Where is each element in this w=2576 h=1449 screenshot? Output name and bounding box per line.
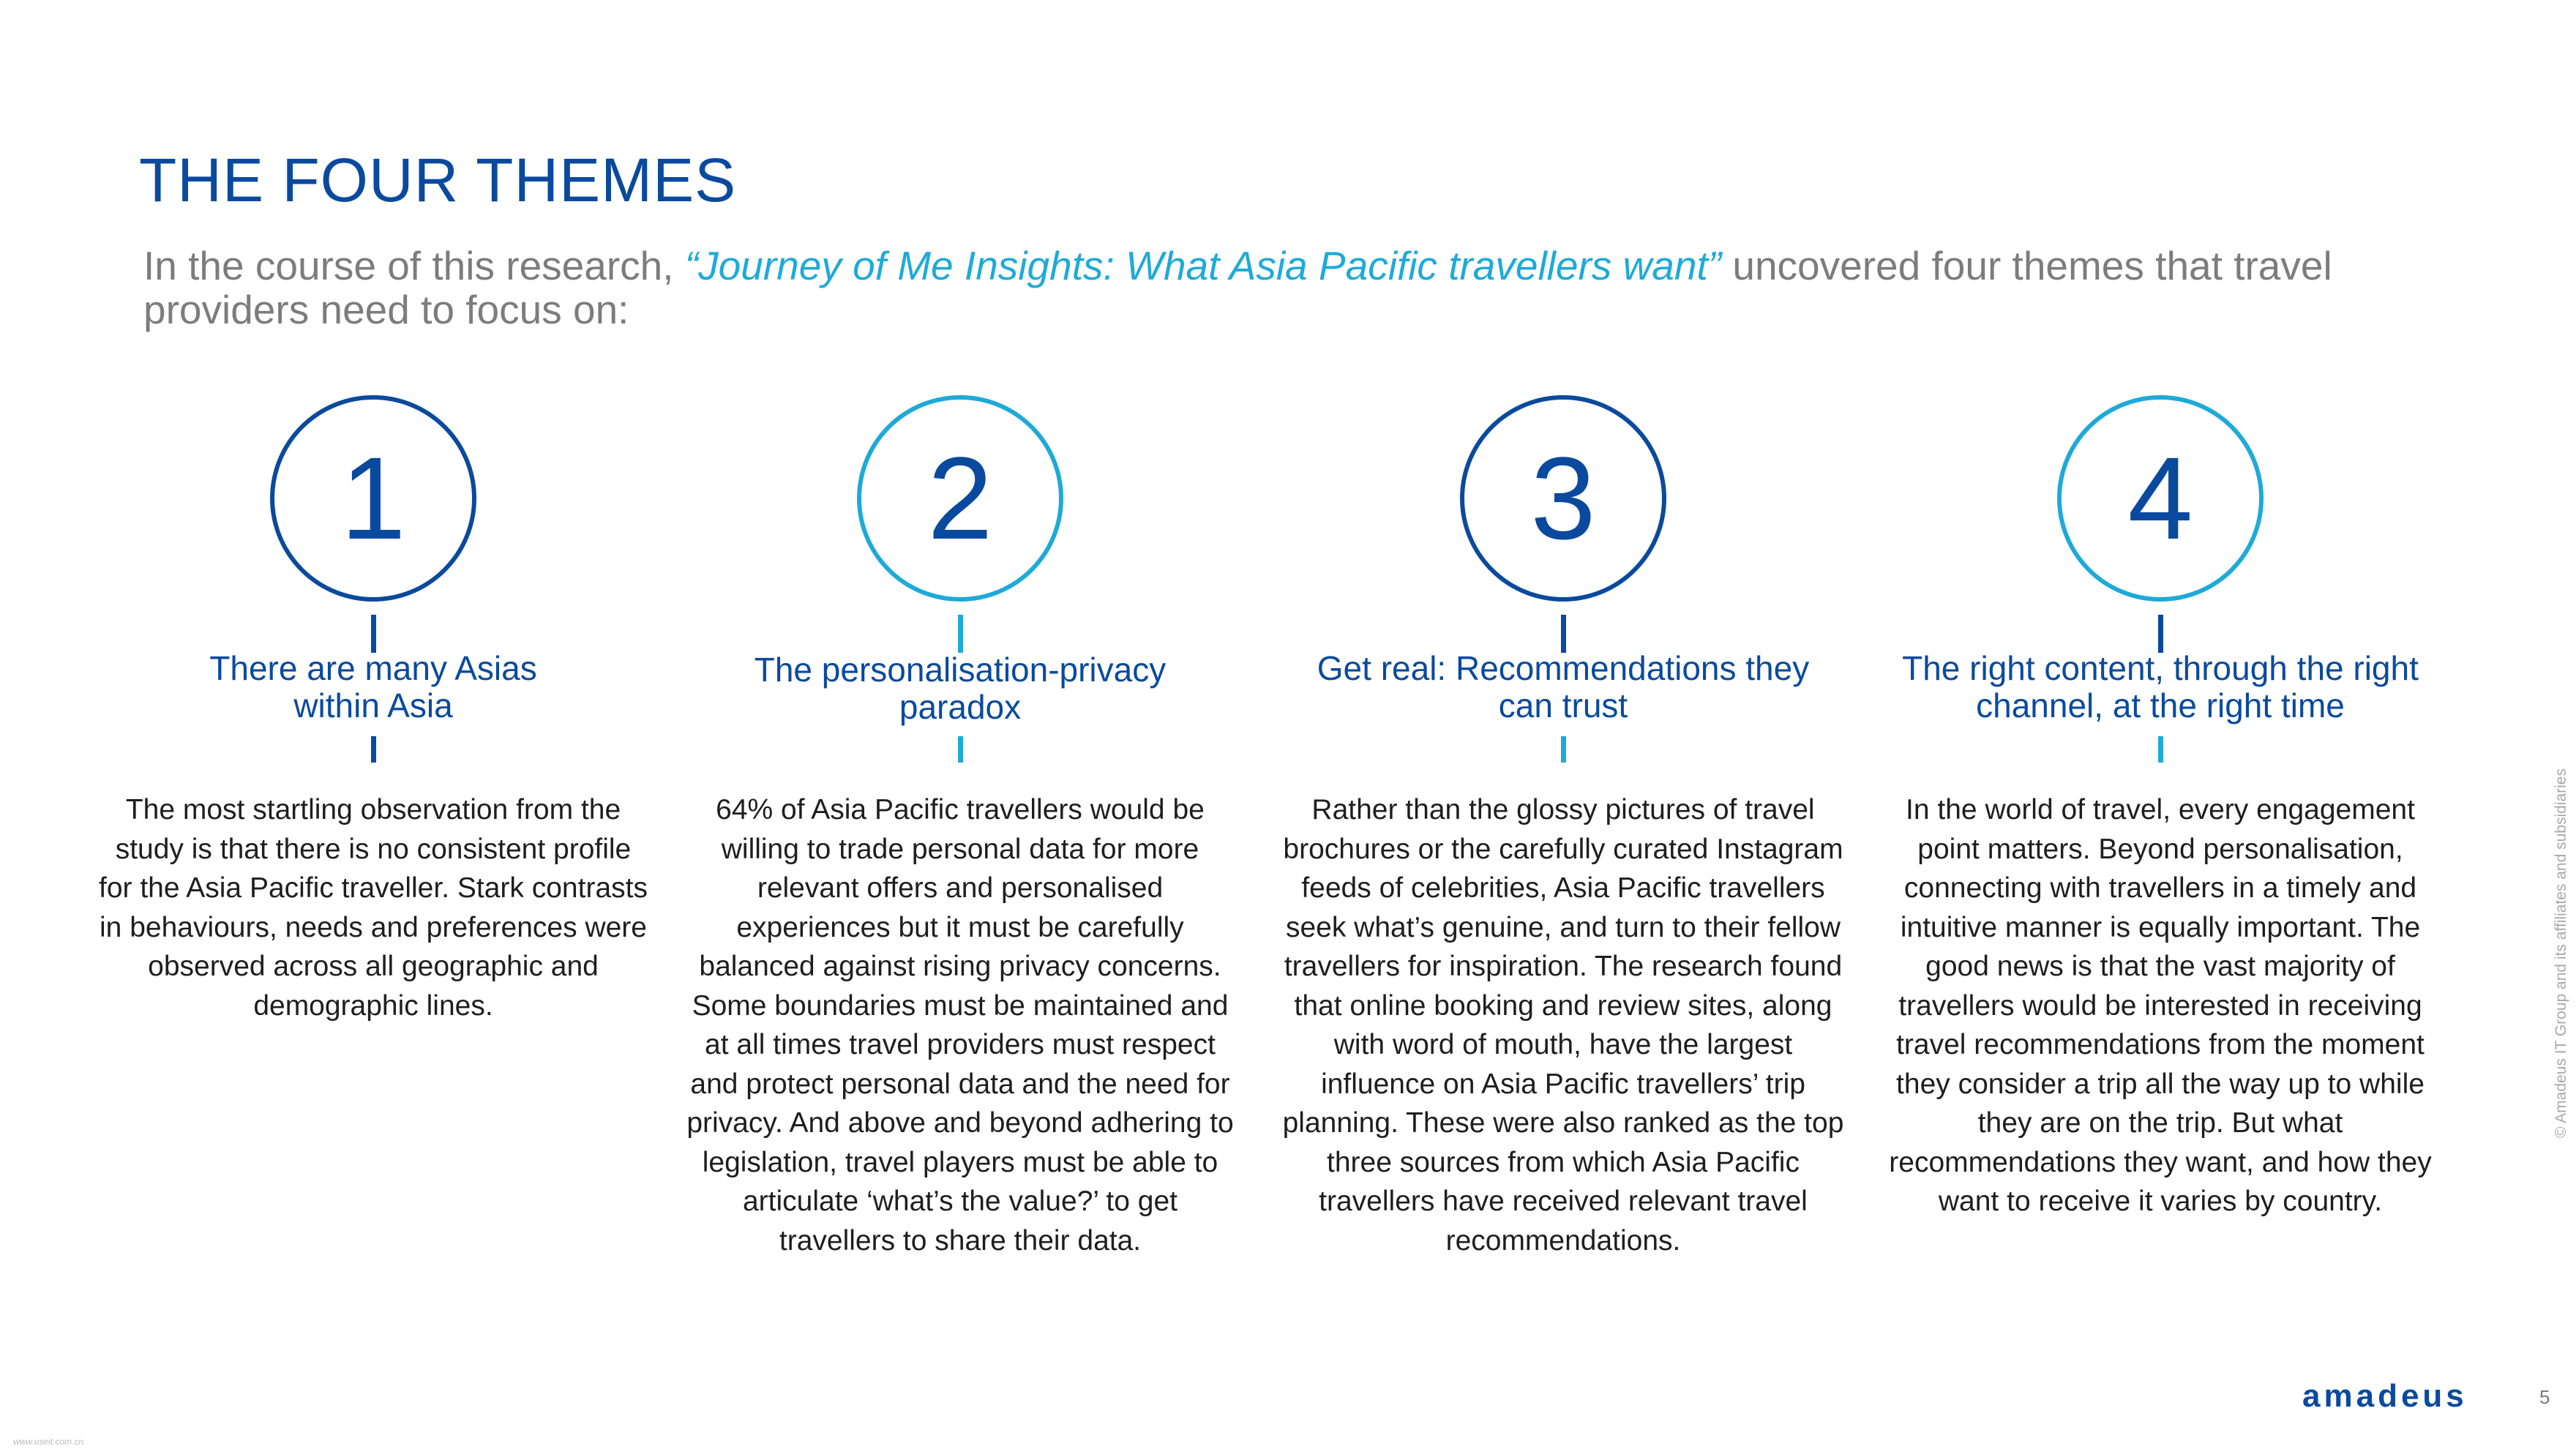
connector-line	[371, 615, 376, 653]
watermark: www.useit.com.cn	[13, 1437, 84, 1447]
connector-line	[1561, 736, 1566, 763]
copyright-notice: © Amadeus IT Group and its affiliates and subsidiaries	[2553, 768, 2569, 1138]
theme-description: In the world of travel, every engagement point matters. Beyond personalisation, connecting with travellers in a timely and intuitive manner is equally important. The good news is that the vast majority of travellers would be interested in receiving travel recommendations from the moment they consider a trip all the way up to while they are on the trip. But what recommendations they want, and how they want to receive it varies by country.	[1889, 794, 2432, 1217]
report-title-quote: “Journey of Me Insights: What Asia Pacific travellers want”	[684, 243, 1722, 288]
intro-prefix: In the course of this research,	[143, 243, 685, 288]
page-title: THE FOUR THEMES	[139, 146, 737, 215]
theme-description: 64% of Asia Pacific travellers would be willing to trade personal data for more relevant offers and personalised experiences but it must be carefully balanced against rising privacy concerns. Some boundaries must be maintained and at all times travel providers must respect and protect personal data and the need for privacy. And above and beyond adhering to legislation, travel players must be able to articulate ‘what’s the value?’ to get travellers to share their data.	[686, 794, 1234, 1257]
theme-number-circle: 4	[2057, 395, 2264, 602]
page-number: 5	[2539, 1386, 2550, 1408]
amadeus-logo: amadeus	[2302, 1378, 2468, 1414]
intro-text	[143, 244, 2427, 332]
connector-line	[2158, 615, 2163, 653]
theme-title: The personalisation-privacy paradox	[754, 651, 1167, 726]
theme-description: The most startling observation from the study is that there is no consistent profile for the Asia Pacific traveller. Stark contrasts in behaviours, needs and preferences were observed across all geographic and demographic lines.	[99, 794, 648, 1022]
theme-title: Get real: Recommendations they can trust	[1317, 649, 1810, 724]
theme-number-circle: 2	[857, 395, 1063, 602]
connector-line	[2158, 736, 2163, 763]
connector-line	[958, 736, 963, 763]
theme-title: There are many Asias within Asia	[209, 649, 537, 724]
intro-suffix: uncovered four themes that travel providers need to focus on:	[143, 243, 2332, 332]
connector-line	[958, 615, 963, 653]
theme-title: The right content, through the right channel, at the right time	[1902, 649, 2419, 724]
theme-description: Rather than the glossy pictures of travel brochures or the carefully curated Instagram feeds of celebrities, Asia Pacific travellers seek what’s genuine, and turn to their fellow travellers for inspiration. The research found that online booking and review sites, along with word of mouth, have the largest influence on Asia Pacific travellers’ trip planning. These were also ranked as the top three sources from which Asia Pacific travellers have received relevant travel recommendations.	[1282, 794, 1844, 1257]
connector-line	[371, 736, 376, 763]
theme-number-circle: 1	[270, 395, 476, 602]
connector-line	[1561, 615, 1566, 653]
theme-number-circle: 3	[1460, 395, 1666, 602]
